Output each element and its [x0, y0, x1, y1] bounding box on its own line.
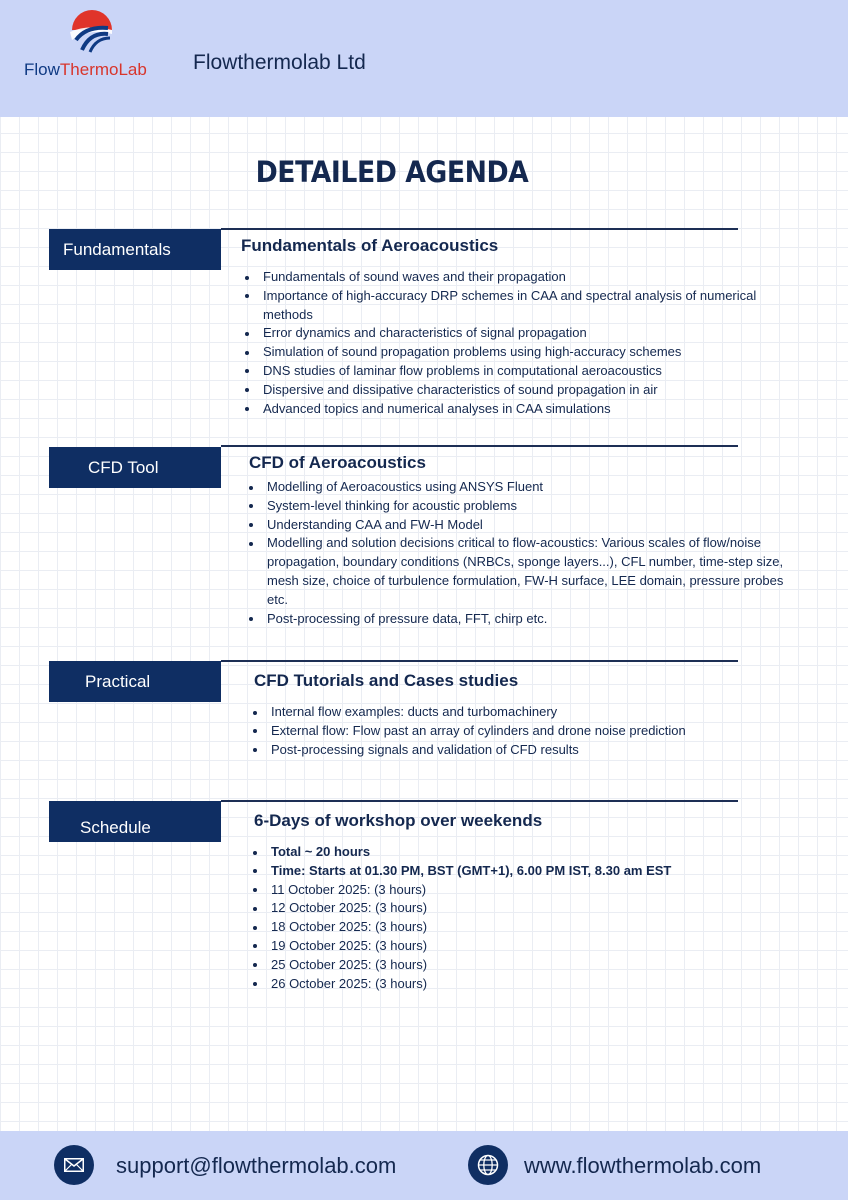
logo-emblem-icon [68, 10, 116, 54]
list-item: 18 October 2025: (3 hours) [250, 918, 790, 937]
page-header [0, 0, 848, 117]
logo-text [24, 60, 147, 80]
list-item: Internal flow examples: ducts and turbomachinery [250, 703, 790, 722]
section-title: Fundamentals of Aeroacoustics [241, 236, 499, 255]
list-item: Modelling of Aeroacoustics using ANSYS Fluent [246, 478, 806, 497]
globe-icon [477, 1154, 499, 1176]
tab-schedule [49, 801, 221, 842]
website-icon-circle [468, 1145, 508, 1185]
section-title: CFD Tutorials and Cases studies [254, 671, 519, 690]
list-item: Understanding CAA and FW-H Model [246, 516, 806, 535]
tab-fundamentals [49, 229, 221, 270]
page-footer [0, 1131, 848, 1200]
list-item-time: Time: Starts at 01.30 PM, BST (GMT+1), 6.00 PM IST, 8.30 am EST [250, 862, 790, 881]
email-link[interactable]: support@flowthermolab.com [116, 1153, 397, 1178]
bullet-list [246, 478, 806, 628]
section-divider [221, 228, 738, 230]
list-item: DNS studies of laminar flow problems in computational aeroacoustics [242, 362, 790, 381]
list-item: Post-processing of pressure data, FFT, chirp etc. [246, 610, 806, 629]
list-item: Dispersive and dissipative characteristics of sound propagation in air [242, 381, 790, 400]
logo-text-thermolab: ThermoLab [59, 60, 147, 79]
list-item: Error dynamics and characteristics of signal propagation [242, 324, 790, 343]
list-item: Advanced topics and numerical analyses in CAA simulations [242, 400, 790, 419]
tab-label: Schedule [80, 817, 151, 837]
logo-text-flow: Flow [24, 60, 60, 79]
list-item: Modelling and solution decisions critical to flow-acoustics: Various scales of flow/noise propagation, boundary conditions (NRBCs, sponge layers...), CFL number, time-step size, mesh size, choice of turbulence formulation, FW-H surface, LEE domain, pressure probes etc. [246, 534, 806, 609]
list-item: 26 October 2025: (3 hours) [250, 975, 790, 994]
list-item: Fundamentals of sound waves and their propagation [242, 268, 790, 287]
list-item: Importance of high-accuracy DRP schemes in CAA and spectral analysis of numerical methods [242, 287, 790, 325]
bullet-list [242, 268, 790, 418]
tab-label: Fundamentals [63, 239, 171, 259]
section-divider [221, 660, 738, 662]
tab-cfd-tool [49, 447, 221, 488]
email-icon-circle [54, 1145, 94, 1185]
tab-label: Practical [85, 671, 151, 691]
list-item: Simulation of sound propagation problems using high-accuracy schemes [242, 343, 790, 362]
list-item: 25 October 2025: (3 hours) [250, 956, 790, 975]
section-divider [221, 800, 738, 802]
list-item-total: Total ~ 20 hours [250, 843, 790, 862]
list-item: 11 October 2025: (3 hours) [250, 881, 790, 900]
tab-practical [49, 661, 221, 702]
list-item: 12 October 2025: (3 hours) [250, 899, 790, 918]
section-title: 6-Days of workshop over weekends [254, 811, 543, 830]
section-title: CFD of Aeroacoustics [249, 453, 426, 472]
flowthermolab-logo [24, 10, 169, 80]
list-item: External flow: Flow past an array of cylinders and drone noise prediction [250, 722, 790, 741]
list-item: 19 October 2025: (3 hours) [250, 937, 790, 956]
bullet-list [250, 703, 790, 759]
page-title: DETAILED AGENDA [255, 155, 529, 189]
website-link[interactable]: www.flowthermolab.com [524, 1153, 762, 1178]
section-divider [221, 445, 738, 447]
bullet-list [250, 843, 790, 993]
list-item: System-level thinking for acoustic problems [246, 497, 806, 516]
company-name: Flowthermolab Ltd [193, 51, 366, 74]
tab-label: CFD Tool [88, 457, 159, 477]
list-item: Post-processing signals and validation of CFD results [250, 741, 790, 760]
envelope-icon [64, 1158, 84, 1172]
